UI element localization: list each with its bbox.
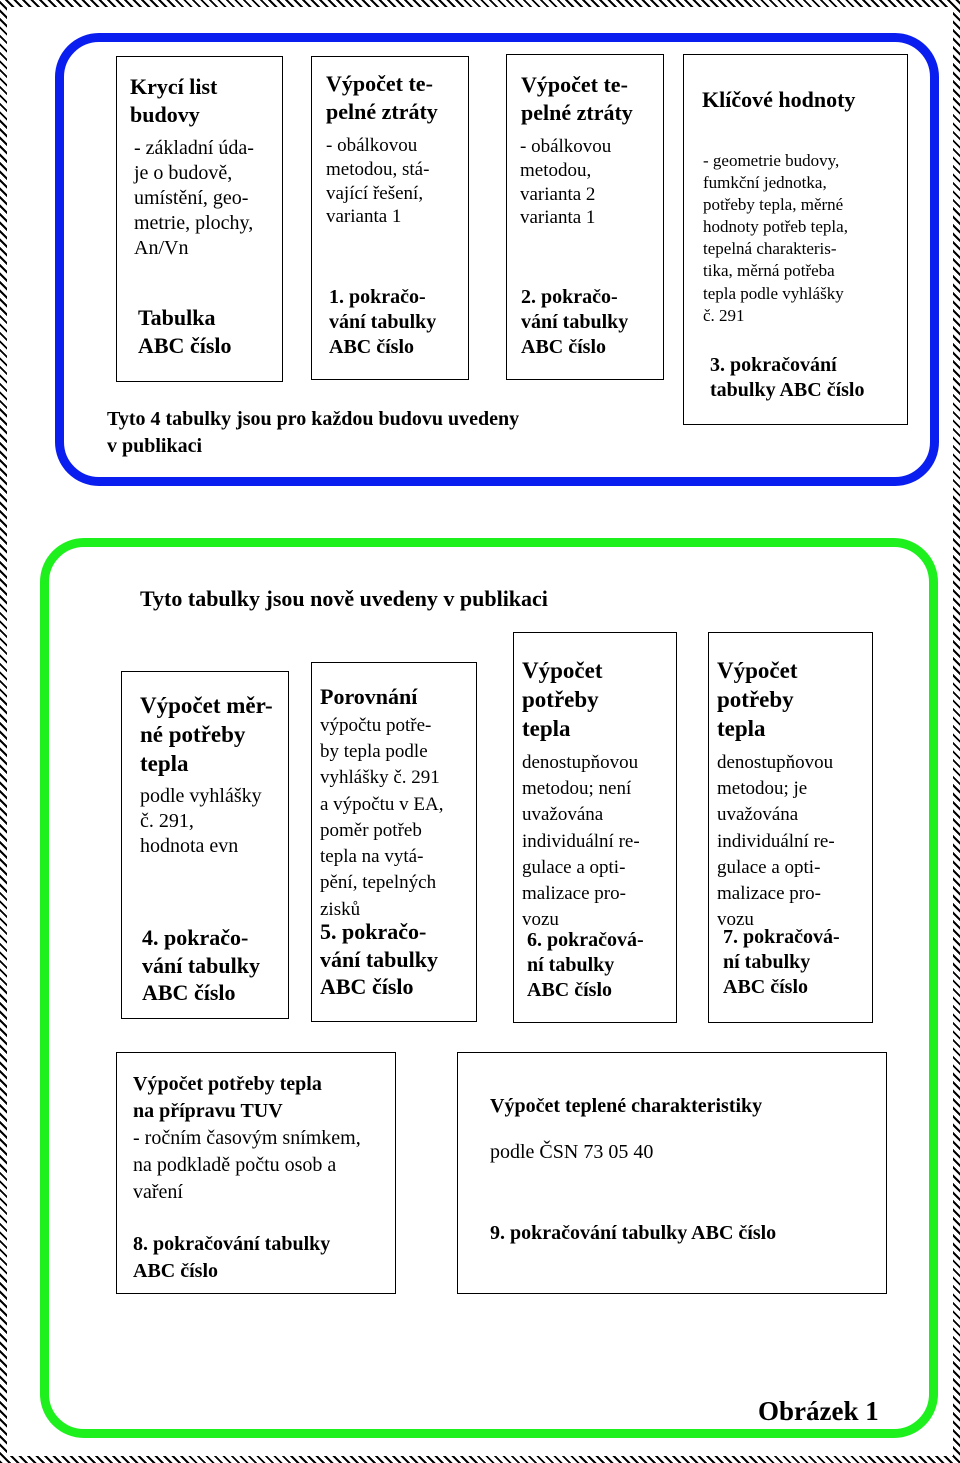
box-reference: 8. pokračování tabulky ABC číslo <box>133 1233 331 1282</box>
box-reference: 4. pokračo- vání tabulky ABC číslo <box>142 925 260 1005</box>
box-description: podle ČSN 73 05 40 <box>490 1141 654 1163</box>
box-title: Výpočet te- pelné ztráty <box>326 71 438 124</box>
figure-caption: Obrázek 1 <box>758 1396 879 1426</box>
box-heat-loss-v2 <box>506 54 664 380</box>
box-description: denostupňovou metodou; je uvažována individuální re- gulace a opti- malizace pro- vozu <box>717 752 835 931</box>
box-title: Porovnání <box>320 684 418 709</box>
box-title: Výpočet potřeby tepla <box>717 658 798 741</box>
green-group-heading: Tyto tabulky jsou nově uvedeny v publikaci <box>140 586 548 611</box>
box-reference: 7. pokračová- ní tabulky ABC číslo <box>723 926 840 998</box>
box-reference: 6. pokračová- ní tabulky ABC číslo <box>527 929 644 1001</box>
box-comparison <box>311 662 477 1022</box>
box-description: - geometrie budovy, fumkční jednotka, potřeby tepla, měrné hodnoty potřeb tepla, tepelná charakteris- tika, měrná potřeba tepla podle vyhlášky č. 291 <box>703 151 848 325</box>
blue-group-note: Tyto 4 tabulky jsou pro každou budovu uvedeny v publikaci <box>107 408 520 457</box>
box-reference: 9. pokračování tabulky ABC číslo <box>490 1222 777 1244</box>
box-description: - obálkovou metodou, stá- vající řešení, varianta 1 <box>326 135 430 228</box>
box-title: Výpočet te- pelné ztráty <box>521 72 633 125</box>
box-description: denostupňovou metodou; není uvažována individuální re- gulace a opti- malizace pro- vozu <box>522 752 640 931</box>
box-specific-heat-demand <box>121 671 289 1019</box>
box-key-values <box>683 54 908 425</box>
box-title: Výpočet potřeby tepla <box>522 658 603 741</box>
box-cover-sheet <box>116 56 283 382</box>
box-description: - základní úda- je o budově, umístění, geo- metrie, plochy, An/Vn <box>134 137 254 259</box>
box-title: Krycí list budovy <box>130 74 218 127</box>
box-heat-loss-v1 <box>311 56 469 380</box>
box-title: Výpočet potřeby tepla na přípravu TUV <box>133 1073 322 1122</box>
box-heat-characteristics <box>457 1052 887 1294</box>
box-description: - obálkovou metodou, varianta 2 varianta 1 <box>520 136 612 229</box>
box-description: výpočtu potře- by tepla podle vyhlášky č. 291 a výpočtu v EA, poměr potřeb tepla na vytá- pění, tepelných zisků <box>320 715 444 920</box>
box-title: Výpočet teplené charakteristiky <box>490 1095 763 1117</box>
box-reference: 2. pokračo- vání tabulky ABC číslo <box>521 286 629 358</box>
box-description: - ročním časovým snímkem, na podkladě počtu osob a vaření <box>133 1127 361 1203</box>
box-description: podle vyhlášky č. 291, hodnota evn <box>140 785 262 857</box>
box-title: Výpočet měr- né potřeby tepla <box>140 693 273 776</box>
box-hot-water-demand <box>116 1052 396 1294</box>
box-heat-demand-with-regulation <box>708 632 873 1023</box>
box-reference: 5. pokračo- vání tabulky ABC číslo <box>320 919 438 999</box>
box-reference: 3. pokračování tabulky ABC číslo <box>710 354 865 401</box>
box-reference: 1. pokračo- vání tabulky ABC číslo <box>329 286 437 358</box>
box-reference: Tabulka ABC číslo <box>138 305 232 358</box>
box-heat-demand-no-regulation <box>513 632 677 1023</box>
box-title: Klíčové hodnoty <box>702 87 856 112</box>
